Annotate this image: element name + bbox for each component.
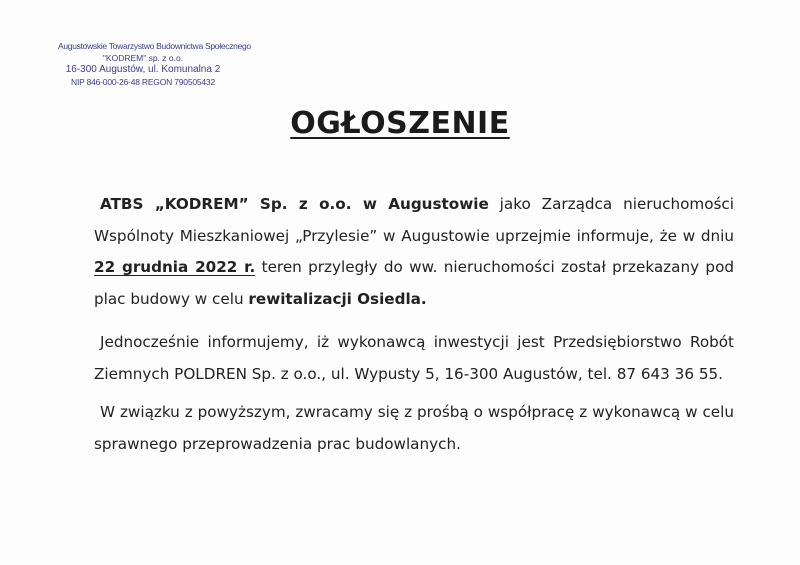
stamp-line-company: Augustowskie Towarzystwo Budownictwa Społecznego: [58, 41, 251, 51]
stamp-line-name: "KODREM" sp. z o.o.: [102, 53, 184, 63]
company-name-bold: ATBS „KODREM” Sp. z o.o. w Augustowie: [100, 195, 489, 213]
paragraph-request: [94, 397, 734, 460]
company-stamp: [58, 40, 251, 88]
stamp-line-tax-ids: NIP 846-000-26-48 REGON 790505432: [71, 77, 215, 87]
title-text: OGŁOSZENIE: [290, 106, 510, 141]
stamp-line-address: 16-300 Augustów, ul. Komunalna 2: [65, 64, 221, 75]
paragraph-contractor: [94, 327, 734, 390]
paragraph2-text: Jednocześnie informujemy, iż wykonawcą inwestycji jest Przedsiębiorstwo Robót Ziemnych POLDREN Sp. z o.o., ul. Wypusty 5, 16-300 Augustów, tel. 87 643 36 55.: [94, 333, 734, 383]
date-bold-underlined: 22 grudnia 2022 r.: [94, 258, 256, 276]
page-title: [0, 106, 800, 141]
purpose-bold: rewitalizacji Osiedla.: [248, 289, 427, 308]
paragraph1-text-a: jako Zarządca nieruchomości Wspólnoty Mieszkaniowej „Przylesie” w Augustowie uprzejmie informuje, że w dniu: [94, 195, 734, 245]
paragraph3-text: W związku z powyższym, zwracamy się z prośbą o współpracę z wykonawcą w celu sprawnego przeprowadzenia prac budowlanych.: [94, 403, 734, 453]
paragraph-announcement: [94, 189, 734, 315]
paragraph1-text-b: teren przyległy do ww. nieruchomości został przekazany pod plac budowy w celu: [94, 258, 735, 308]
